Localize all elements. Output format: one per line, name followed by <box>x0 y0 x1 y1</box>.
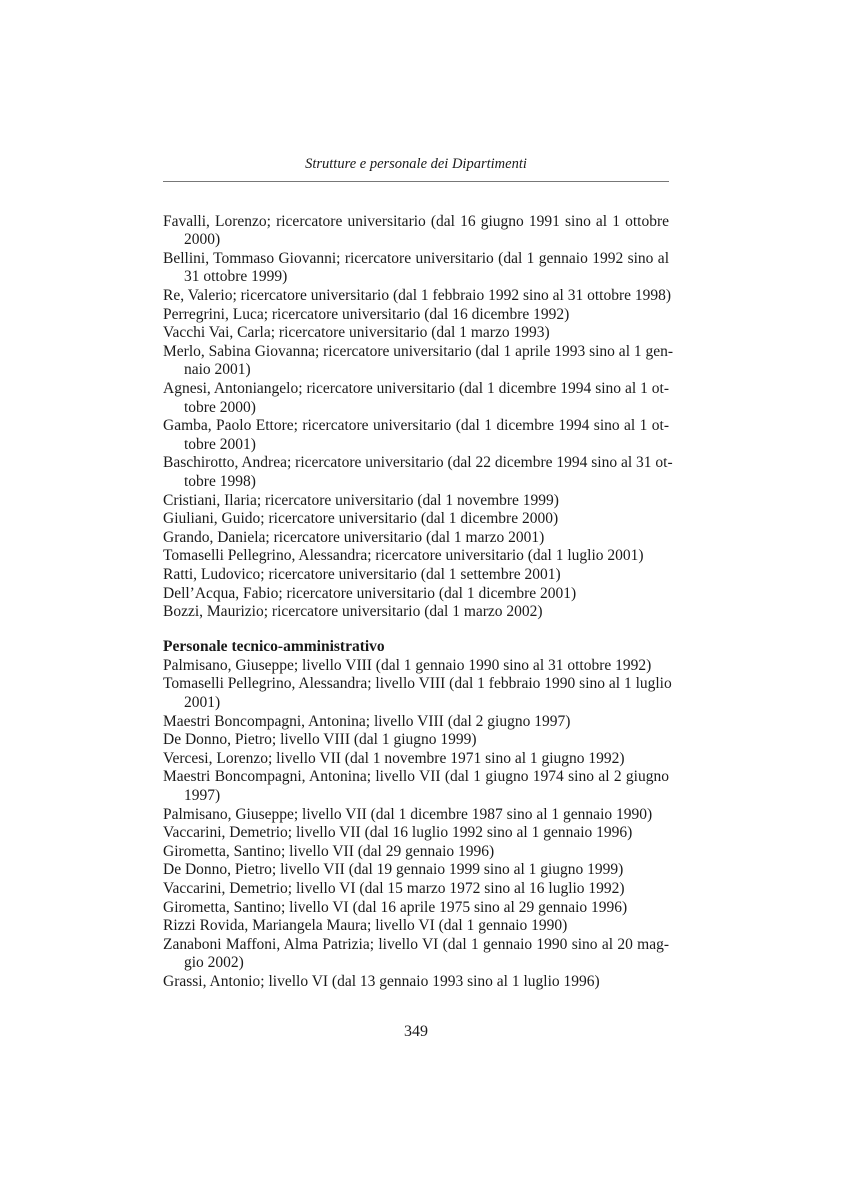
entry-line: Maestri Boncompagni, Antonina; livello VII (dal 1 giugno 1974 sino al 2 giugno <box>163 768 669 786</box>
list-item <box>163 750 669 769</box>
entry-line: Bozzi, Maurizio; ricercatore universitario (dal 1 marzo 2002) <box>163 603 543 621</box>
list-item <box>163 731 669 750</box>
entry-line: Merlo, Sabina Giovanna; ricercatore universitario (dal 1 aprile 1993 sino al 1 gen- <box>163 342 674 360</box>
list-item <box>163 880 669 899</box>
list-item <box>163 585 669 604</box>
section-heading: Personale tecnico-amministrativo <box>163 638 385 656</box>
entry-line: Bellini, Tommaso Giovanni; ricercatore universitario (dal 1 gennaio 1992 sino al <box>163 249 669 267</box>
entry-line: Girometta, Santino; livello VI (dal 16 aprile 1975 sino al 29 gennaio 1996) <box>163 898 628 916</box>
entry-line: Tomaselli Pellegrino, Alessandra; livello VIII (dal 1 febbraio 1990 sino al 1 luglio <box>163 675 672 693</box>
entry-continuation: tobre 1998) <box>184 473 256 490</box>
entry-line: Palmisano, Giuseppe; livello VIII (dal 1 gennaio 1990 sino al 31 ottobre 1992) <box>163 656 652 674</box>
entry-line: Re, Valerio; ricercatore universitario (dal 1 febbraio 1992 sino al 31 ottobre 1998) <box>163 287 672 305</box>
entry-line: Vaccarini, Demetrio; livello VI (dal 15 marzo 1972 sino al 16 luglio 1992) <box>163 879 625 897</box>
list-item <box>163 936 669 973</box>
staff-list <box>163 656 672 992</box>
entry-continuation: tobre 2000) <box>184 398 256 416</box>
page-number: 349 <box>404 1022 428 1040</box>
entry-line: De Donno, Pietro; livello VII (dal 19 gennaio 1999 sino al 1 giugno 1999) <box>163 861 624 879</box>
list-item <box>163 510 669 529</box>
list-item <box>163 843 669 862</box>
entry-line: Grassi, Antonio; livello VI (dal 13 gennaio 1993 sino al 1 luglio 1996) <box>163 972 600 990</box>
entry-line: Dell’Acqua, Fabio; ricercatore universitario (dal 1 dicembre 2001) <box>163 584 577 602</box>
list-item <box>163 529 669 548</box>
entry-line: Cristiani, Ilaria; ricercatore universitario (dal 1 novembre 1999) <box>163 491 559 509</box>
entry-line: Zanaboni Maffoni, Alma Patrizia; livello VI (dal 1 gennaio 1990 sino al 20 mag- <box>163 935 669 953</box>
entry-continuation: gio 2002) <box>184 954 244 972</box>
entry-line: Grando, Daniela; ricercatore universitario (dal 1 marzo 2001) <box>163 528 545 546</box>
entry-line: Perregrini, Luca; ricercatore universitario (dal 16 dicembre 1992) <box>163 305 570 323</box>
entry-line: Ratti, Ludovico; ricercatore universitario (dal 1 settembre 2001) <box>163 565 561 583</box>
entry-line: Vaccarini, Demetrio; livello VII (dal 16 luglio 1992 sino al 1 gennaio 1996) <box>163 824 633 842</box>
list-item <box>163 675 672 712</box>
list-item <box>163 250 669 287</box>
list-item <box>163 861 669 880</box>
list-item <box>163 713 669 732</box>
list-item <box>163 417 669 454</box>
list-item <box>163 917 669 936</box>
list-item <box>163 492 669 511</box>
list-item <box>163 806 669 825</box>
entry-line: Baschirotto, Andrea; ricercatore universitario (dal 22 dicembre 1994 sino al 31 ot- <box>163 454 673 472</box>
page-body <box>163 212 674 1041</box>
list-item <box>163 454 673 491</box>
entry-line: Favalli, Lorenzo; ricercatore universitario (dal 16 giugno 1991 sino al 1 ottobre <box>163 212 669 230</box>
list-item <box>163 213 669 250</box>
list-item <box>163 824 669 843</box>
entry-line: De Donno, Pietro; livello VIII (dal 1 giugno 1999) <box>163 731 477 749</box>
entry-line: Palmisano, Giuseppe; livello VII (dal 1 dicembre 1987 sino al 1 gennaio 1990) <box>163 805 653 823</box>
list-item <box>163 287 672 306</box>
list-item <box>163 603 669 622</box>
running-head: Strutture e personale dei Dipartimenti <box>305 156 527 172</box>
entry-line: Gamba, Paolo Ettore; ricercatore universitario (dal 1 dicembre 1994 sino al 1 ot- <box>163 417 669 435</box>
entry-line: Maestri Boncompagni, Antonina; livello VIII (dal 2 giugno 1997) <box>163 712 571 730</box>
entry-line: Vercesi, Lorenzo; livello VII (dal 1 novembre 1971 sino al 1 giugno 1992) <box>163 749 625 767</box>
list-item <box>163 768 669 805</box>
header-rule <box>163 181 669 182</box>
entry-line: Agnesi, Antoniangelo; ricercatore universitario (dal 1 dicembre 1994 sino al 1 ot- <box>163 380 669 398</box>
list-item <box>163 657 669 676</box>
entry-line: Vacchi Vai, Carla; ricercatore universitario (dal 1 marzo 1993) <box>163 324 550 342</box>
entry-line: Giuliani, Guido; ricercatore universitario (dal 1 dicembre 2000) <box>163 510 559 528</box>
entry-continuation: naio 2001) <box>184 361 251 379</box>
entry-continuation: 1997) <box>184 787 221 804</box>
researchers-list <box>163 212 674 622</box>
entry-continuation: 31 ottobre 1999) <box>184 268 288 286</box>
entry-line: Tomaselli Pellegrino, Alessandra; ricercatore universitario (dal 1 luglio 2001) <box>163 547 644 565</box>
list-item <box>163 324 669 343</box>
list-item <box>163 342 674 380</box>
list-item <box>163 380 669 417</box>
entry-continuation: 2001) <box>184 694 221 712</box>
list-item <box>163 547 669 566</box>
entry-line: Rizzi Rovida, Mariangela Maura; livello VI (dal 1 gennaio 1990) <box>163 917 568 935</box>
list-item <box>163 306 669 325</box>
list-item <box>163 973 669 992</box>
entry-line: Girometta, Santino; livello VII (dal 29 gennaio 1996) <box>163 842 495 860</box>
list-item <box>163 566 669 585</box>
entry-continuation: tobre 2001) <box>184 435 256 453</box>
entry-continuation: 2000) <box>184 231 221 249</box>
list-item <box>163 899 669 918</box>
